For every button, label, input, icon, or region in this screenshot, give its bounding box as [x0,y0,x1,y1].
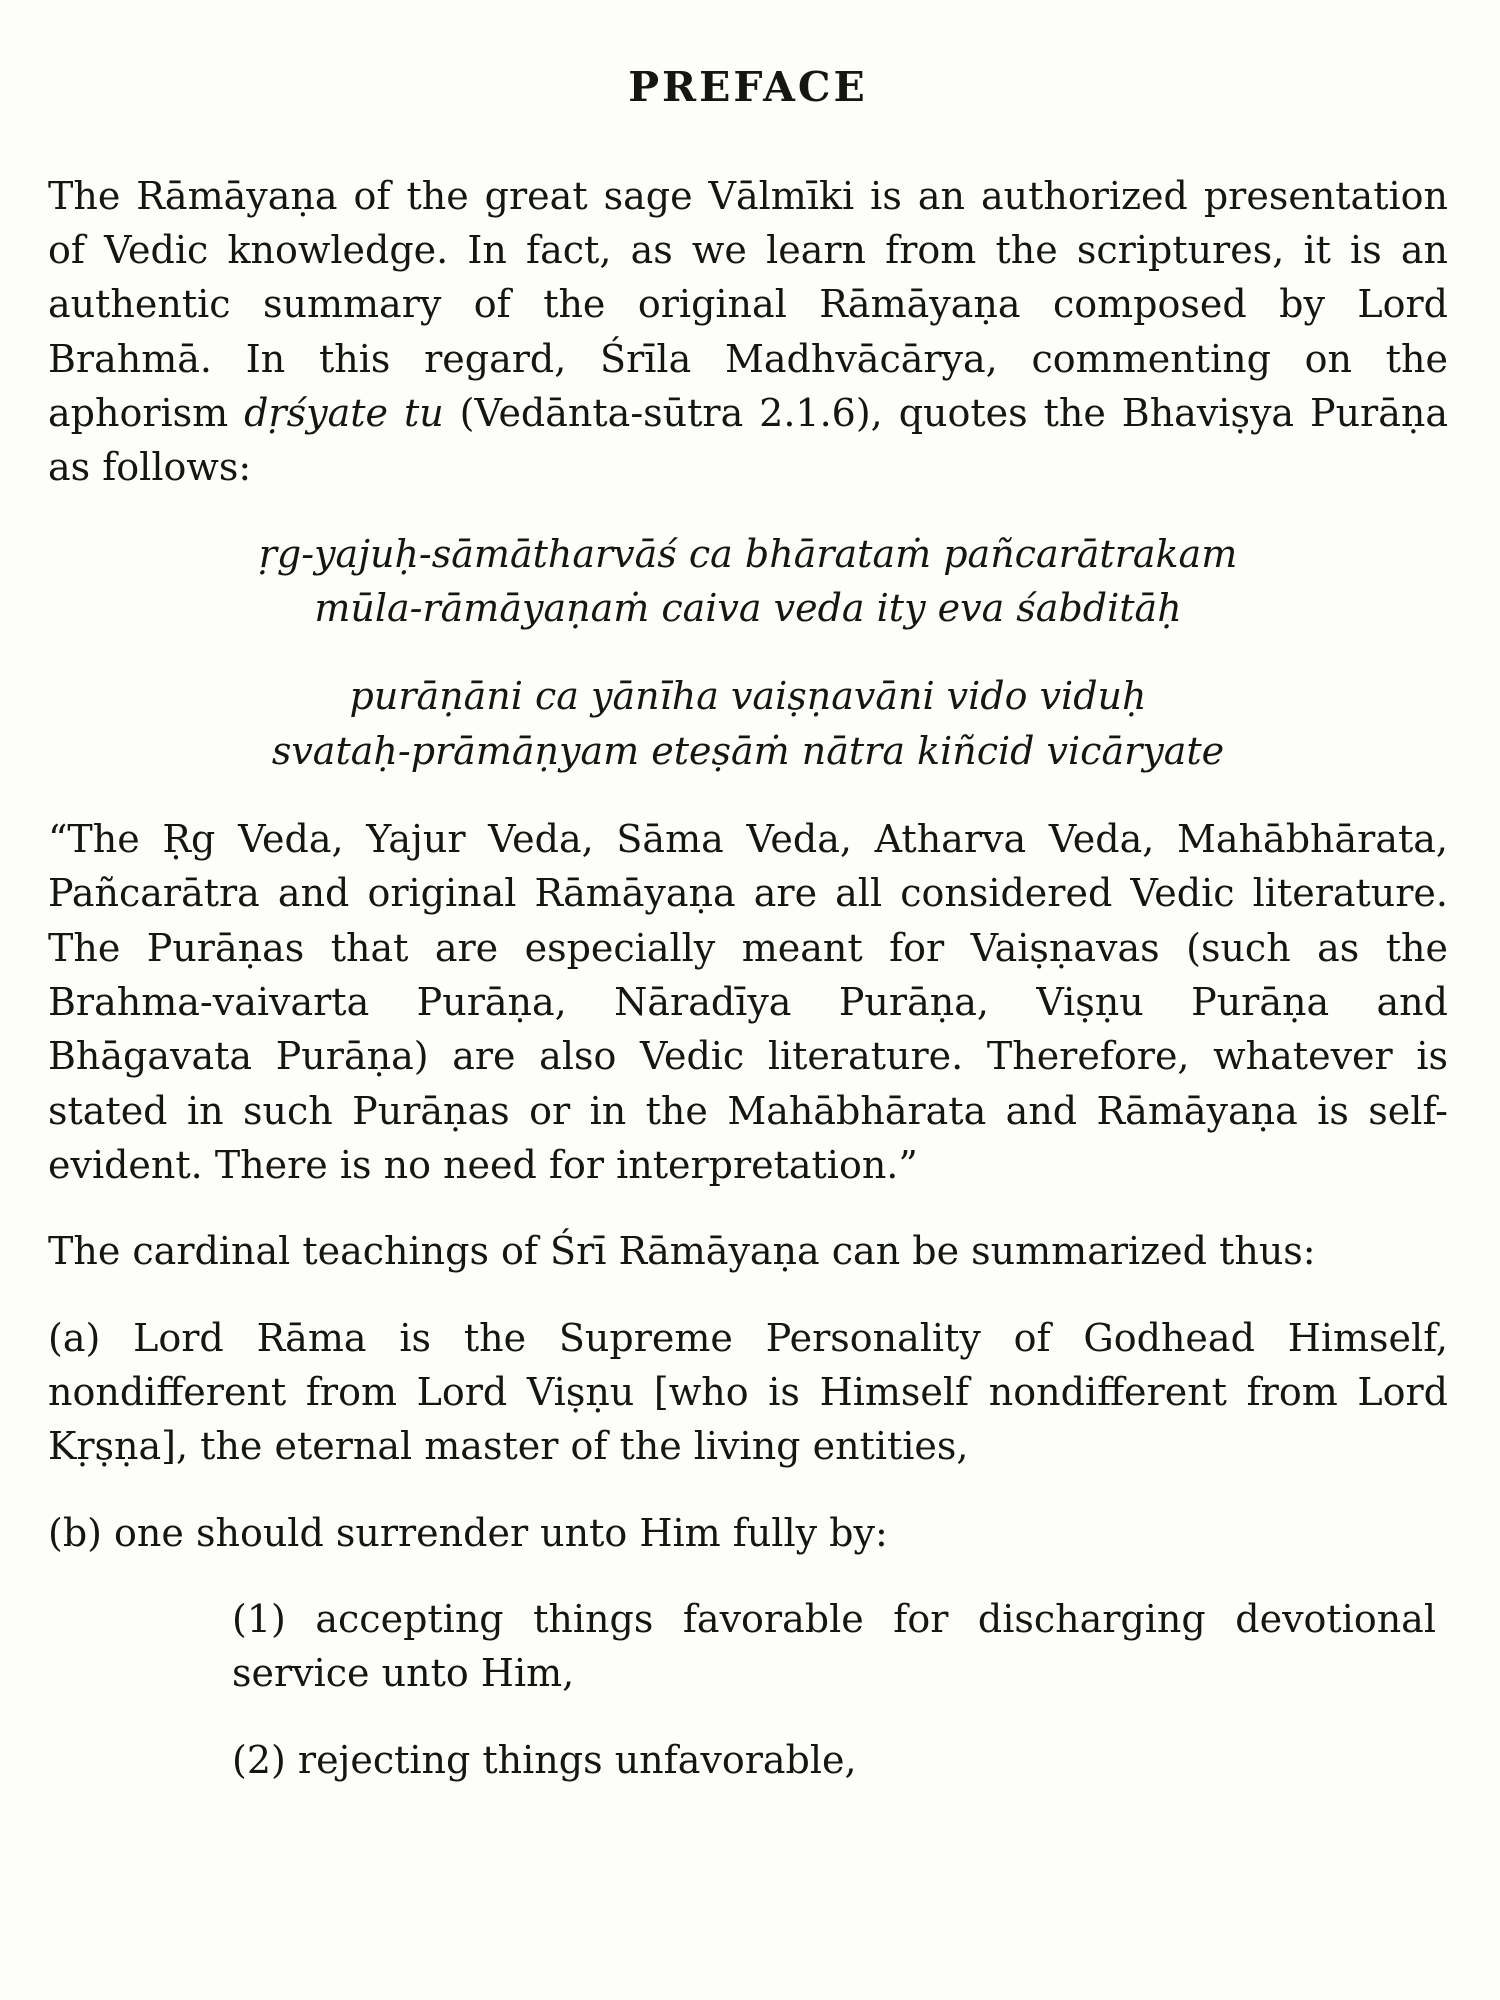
intro-text-before: The Rāmāyaṇa of the great sage Vālmīki is an authorized presentation of Vedic knowledge. In fact, as we learn from the scriptures, it is an authentic summary of the original Rāmāyaṇa composed by Lord Brahmā. In this regard, Śrīla Madhvācārya, commenting on the aphorism [48,173,1448,435]
list-item-1: (1) accepting things favorable for discharging devotional service unto Him, [232,1596,1436,1696]
paragraph-translation: “The Ṛg Veda, Yajur Veda, Sāma Veda, Atharva Veda, Mahābhārata, Pañcarātra and original Rāmāyaṇa are all considered Vedic literature. The Purāṇas that are especially meant for Vaiṣṇavas (such as the Brahma-vaivarta Purāṇa, Nāradīya Purāṇa, Viṣṇu Purāṇa and Bhāgavata Purāṇa) are also Vedic literature. Therefore, whatever is stated in such Purāṇas or in the Mahābhārata and Rāmāyaṇa is self-evident. There is no need for interpretation.” [48,816,1448,1187]
page-title: PREFACE [628,63,868,111]
sanskrit-verse-1 [48,527,1448,636]
paragraph-teaching-a: (a) Lord Rāma is the Supreme Personality of Godhead Himself, nondifferent from Lord Viṣṇu [who is Himself nondifferent from Lord Kṛṣṇa], the eternal master of the living entities, [48,1315,1448,1469]
paragraph-teaching-b: (b) one should surrender unto Him fully by: [48,1510,888,1555]
list-item-2: (2) rejecting things unfavorable, [232,1737,857,1782]
paragraph-teachings-intro: The cardinal teachings of Śrī Rāmāyaṇa can be summarized thus: [48,1229,1316,1274]
verse-line: mūla-rāmāyaṇaṁ caiva veda ity eva śabditāḥ [314,585,1182,630]
verse-line: purāṇāni ca yānīha vaiṣṇavāni vido viduḥ [349,674,1147,719]
sanskrit-verse-2 [48,669,1448,778]
paragraph-intro [48,169,1448,495]
verse-line: ṛg-yajuḥ-sāmātharvāś ca bhārataṁ pañcarātrakam [258,531,1238,576]
intro-text-after: (Vedānta-sūtra 2.1.6), quotes the Bhaviṣya Purāṇa as follows: [48,390,1449,490]
intro-italic-term: dṛśyate tu [244,390,444,435]
verse-line: svataḥ-prāmāṇyam eteṣāṁ nātra kiñcid vicāryate [271,728,1225,773]
